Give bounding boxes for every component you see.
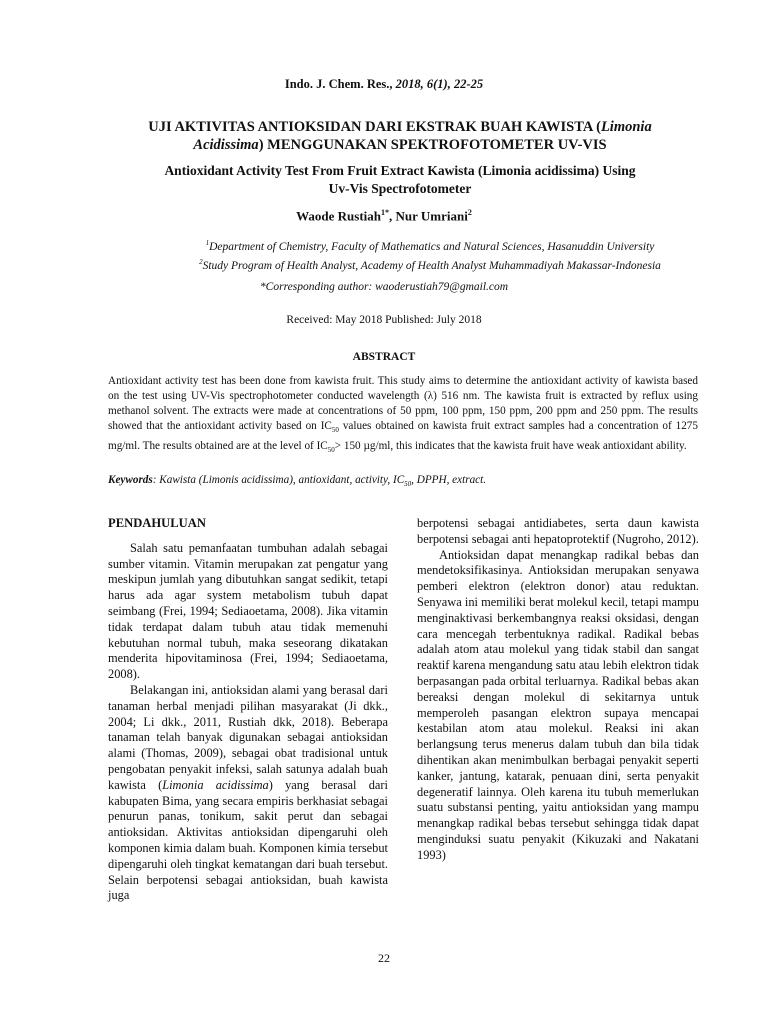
title-part-2: ) MENGGUNAKAN SPEKTROFOTOMETER UV-VIS <box>258 137 607 153</box>
author-separator: , <box>389 208 396 224</box>
affiliation-2-text: Study Program of Health Analyst, Academy of Health Analyst Muhammadiyah Makassar-Indonesia <box>202 260 661 273</box>
author-2-sup: 2 <box>467 208 472 217</box>
affiliation-1-text: Department of Chemistry, Faculty of Mathematics and Natural Sciences, Hasanuddin University <box>209 240 655 253</box>
journal-name: Indo. J. Chem. Res., <box>284 77 393 91</box>
keywords-text-2: , DPPH, extract. <box>411 474 487 486</box>
abstract-sub-1: 50 <box>331 426 339 435</box>
author-1-sup: 1* <box>381 208 390 217</box>
keywords-sub: 50 <box>404 480 412 489</box>
keywords-label: Keywords <box>108 474 153 486</box>
author-list <box>0 208 768 224</box>
paragraph <box>108 683 388 904</box>
author-1: Waode Rustiah <box>296 208 382 224</box>
paragraph-text: ) yang berasal dari kabupaten Bima, yang secara empiris berkhasiat sebagai penurun panas, tonikum, sakit perut dan sebagai antioksidan. Aktivitas antioksidan dipengaruhi oleh komponen kimia dalam buah. Komponen kimia tersebut dipengaruhi oleh tingkat kematangan dari buah tersebut. Selain berpotensi sebagai antioksidan, buah kawista juga <box>108 777 388 903</box>
page-number: 22 <box>378 951 390 965</box>
affiliation-1 <box>160 236 700 255</box>
body-column-left <box>108 516 388 904</box>
paper-title-english: Antioxidant Activity Test From Fruit Extract Kawista (Limonia acidissima) Using Uv-Vis Spectrofotometer <box>164 163 636 196</box>
journal-header <box>0 77 768 92</box>
paragraph: Salah satu pemanfaatan tumbuhan adalah sebagai sumber vitamin. Vitamin merupakan zat pengatur yang meskipun jumlah yang dibutuhkan sangat sedikit, tetapi harus ada agar system metabolism tubuh dapat seimbang (Frei, 1994; Sediaoetama, 2008). Jika vitamin tidak terdapat dalam tubuh atau tidak memenuhi kebutuhan normal tubuh, maka seseorang dikatakan menderita hipovitaminosa (Frei, 1994; Sediaoetama, 2008). <box>108 540 388 682</box>
paper-title-indonesian <box>120 118 680 154</box>
abstract-text-2: values obtained on kawista fruit extract samples had a concentration of 1275 mg/ml. The results obtained are at the level of IC <box>108 420 698 452</box>
received-published-dates: Received: May 2018 Published: July 2018 <box>286 314 482 326</box>
body-column-right <box>417 516 699 864</box>
abstract-heading: ABSTRACT <box>352 351 416 363</box>
author-2: Nur Umriani <box>395 208 468 224</box>
section-heading-pendahuluan: PENDAHULUAN <box>108 516 206 530</box>
paragraph-text: Belakangan ini, antioksidan alami yang berasal dari tanaman herbal menjadi pilihan masyarakat (Ji dkk., 2004; Li dkk., 2011, Rustiah dkk, 2018). Beberapa tanaman telah banyak digunakan sebagai antioksidan alami (Thomas, 2009), sebagai obat tradisional untuk pengobatan penyakit infeksi, salah satunya adalah buah kawista ( <box>108 682 388 792</box>
keywords-text-1: : Kawista (Limonis acidissima), antioxidant, activity, IC <box>152 474 405 486</box>
affiliations <box>160 236 700 275</box>
paragraph: Antioksidan dapat menangkap radikal bebas dan mendetoksifikasinya. Antioksidan merupakan senyawa pemberi elektron (elektron donor) atau reduktan. Senyawa ini memiliki berat molekul kecil, tetapi mampu menginaktivasi berkembangnya reaksi oksidasi, dengan cara mencegah terbentuknya radikal. Radikal bebas adalah atom atau molekul yang tidak stabil dan sangat reaktif karena mengandung satu atau lebih elektron tidak berpasangan pada orbital terluarnya. Radikal bebas akan bereaksi dengan molekul di sekitarnya untuk memperoleh pasangan elektron supaya mencapai kestabilan atom atau molekul. Reaksi ini akan berlangsung terus menerus dalam tubuh dan bila tidak dihentikan akan menimbulkan berbagai penyakit seperti kanker, jantung, katarak, penuaan dini, serta penyakit degeneratif lainnya. Oleh karena itu tubuh memerlukan suatu substansi penting, yaitu antioksidan yang mampu menangkap radikal bebas tersebut sehingga tidak dapat menginduksi suatu penyakit (Kikuzaki and Nakatani 1993) <box>417 547 699 862</box>
corresponding-author: *Corresponding author: waoderustiah79@gmail.com <box>259 281 509 293</box>
species-name: Limonia acidissima <box>162 777 269 792</box>
keywords <box>108 474 698 488</box>
title-part-1: UJI AKTIVITAS ANTIOKSIDAN DARI EKSTRAK BUAH KAWISTA ( <box>148 119 601 135</box>
affiliation-2-sup: 2 <box>199 258 203 267</box>
journal-citation: 2018, 6(1), 22-25 <box>395 77 484 91</box>
abstract-sub-2: 50 <box>327 445 335 454</box>
affiliation-2 <box>160 255 700 274</box>
abstract-body <box>108 374 698 458</box>
paragraph: berpotensi sebagai antidiabetes, serta daun kawista berpotensi sebagai anti hepatoprotektif (Nugroho, 2012). <box>417 516 699 546</box>
abstract-text-1: Antioxidant activity test has been done from kawista fruit. This study aims to determine the antioxidant activity of kawista based on the test using UV-Vis spectrophotometer conducted wavelength (λ) 516 nm. The kawista fruit is extracted by reflux using methanol solvent. The extracts were made at concentrations of 50 ppm, 100 ppm, 150 ppm, 200 ppm and 250 ppm. The results showed that the antioxidant activity based on IC <box>108 375 698 433</box>
abstract-text-3: > 150 µg/ml, this indicates that the kawista fruit have weak antioxidant ability. <box>334 439 687 452</box>
title-species: Limonia Acidissima <box>193 119 652 153</box>
affiliation-1-sup: 1 <box>205 239 210 247</box>
